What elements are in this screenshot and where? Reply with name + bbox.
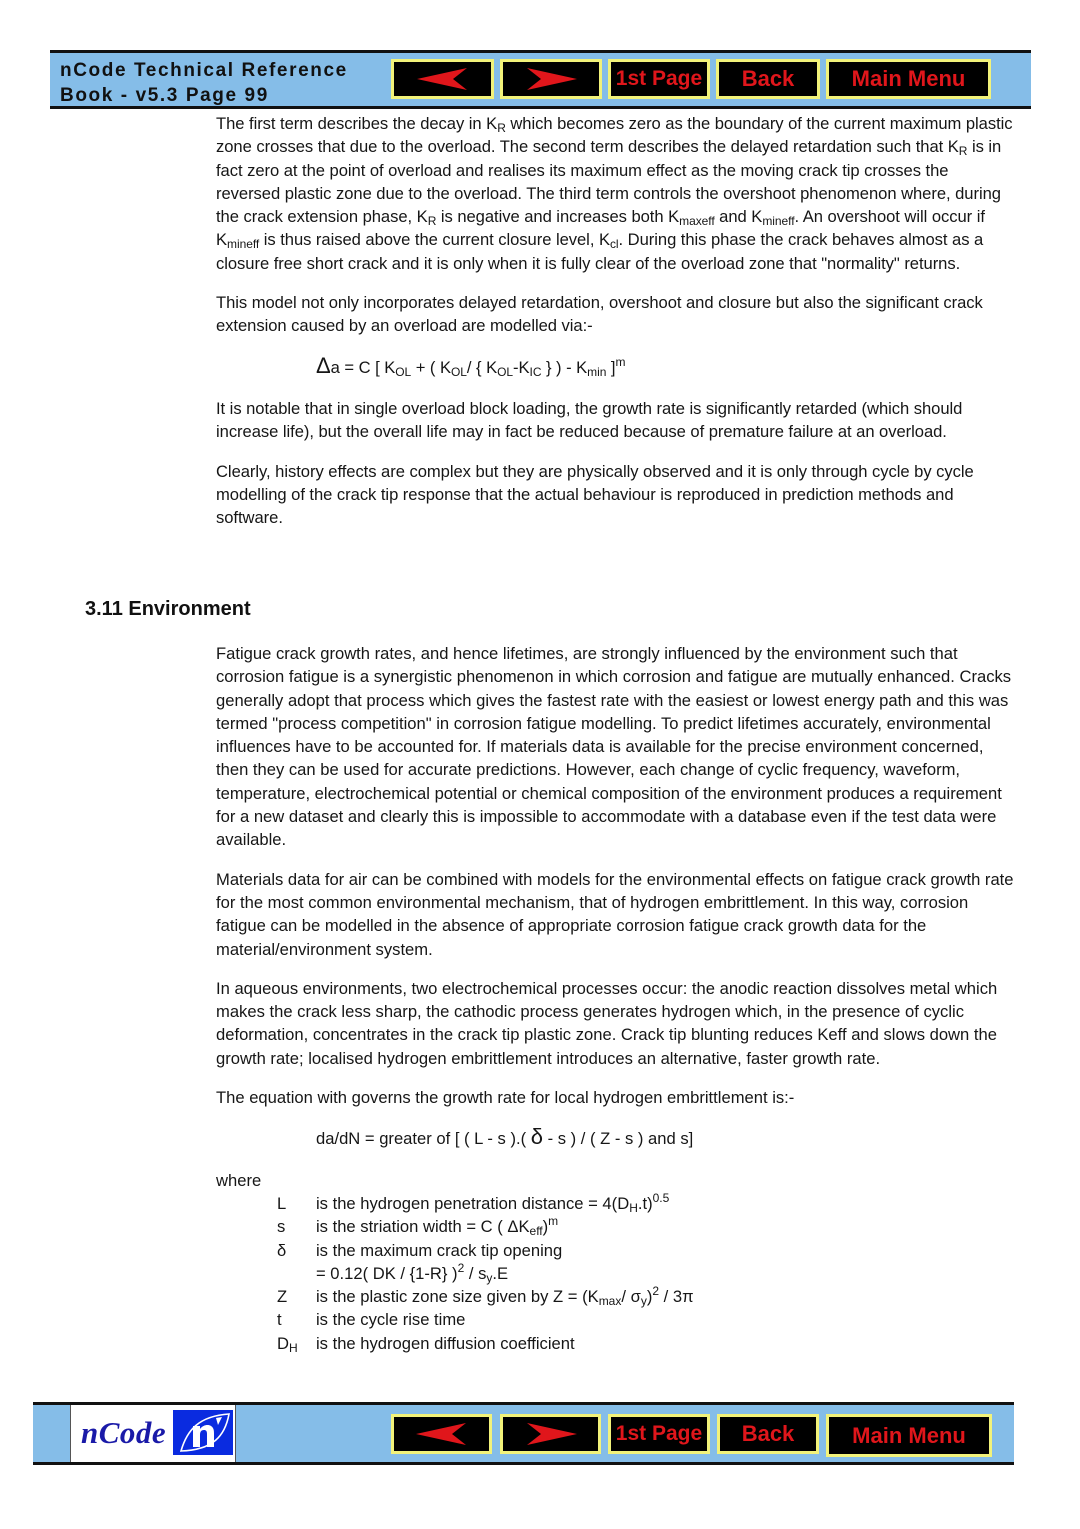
previous-page-button[interactable] — [391, 59, 494, 99]
paragraph-history-effects: Clearly, history effects are complex but they are physically observed and it is only through cycle by cycle modelling of the crack tip response that the actual behaviour is reproduced in prediction methods and software. — [216, 461, 974, 528]
paragraph-environment-intro: Fatigue crack growth rates, and hence lifetimes, are strongly influenced by the environment such that corrosion fatigue is a synergistic phenomenon in which corrosion and fatigue are mutually enhanced. Cracks generally adopt that process which gives the fastest rate with the easiest or lowest energy path and this was termed "process competition" in corrosion fatigue modelling. To predict lifetimes accurately, environmental influences have to be accounted for. If materials data is available for the precise environment concerned, then they can be used for accurate predictions. However, each change of cyclic frequency, waveform, temperature, electrochemical potential or chemical composition of the environment produces a requirement for a new dataset and clearly this is impossible to accommodate with a database even if the test data were available. — [216, 644, 1012, 850]
first-page-button[interactable]: 1st Page — [608, 1414, 710, 1454]
where-label: where — [216, 1170, 262, 1190]
paragraph-aqueous: In aqueous environments, two electrochemical processes occur: the anodic reaction dissolves metal which makes the crack less sharp, the cathodic process generates hydrogen which, in the presence of cyclic deformation, concentrates in the crack tip plastic zone. Crack tip blunting reduces Keff and slows down the growth rate; localised hydrogen embrittlement introduces an alternative, faster growth rate. — [216, 978, 998, 1068]
left-arrow-icon — [416, 1423, 468, 1445]
paragraph-equation-intro: The equation with governs the growth rate for local hydrogen embrittlement is:- — [216, 1088, 795, 1108]
next-page-button[interactable] — [500, 59, 602, 99]
right-arrow-icon — [525, 1423, 577, 1445]
next-page-button[interactable] — [500, 1414, 601, 1454]
main-menu-button[interactable]: Main Menu — [826, 1414, 992, 1457]
page-content-environment — [216, 642, 1016, 1355]
definition-item: $D_H$ is the hydrogen diffusion coefficient — [277, 1333, 575, 1355]
paragraph-single-overload: It is notable that in single overload block loading, the growth rate is significantly retarded (which should increase life), but the overall life may in fact be reduced because of premature failure at an overload. — [216, 398, 963, 442]
definition-item: s is the striation width = C ( $\Delta K_{eff})^m$ — [277, 1214, 559, 1239]
definition-item: = 0.12( DK / {1-R} )$^2 / s_y.E$ — [316, 1260, 509, 1285]
document-title-line2: Book - v5.3 Page 99 — [60, 85, 269, 106]
right-arrow-icon — [525, 68, 577, 90]
back-button[interactable]: Back — [716, 59, 820, 99]
section-heading: 3.11 Environment — [85, 598, 251, 620]
paragraph-model-intro: This model not only incorporates delayed retardation, overshoot and closure but also the significant crack extension caused by an overload are modelled via:- — [216, 293, 983, 336]
paragraph-materials-data: Materials data for air can be combined with models for the environmental effects on fatigue crack growth rate for the most common environmental mechanism, that of hydrogen embrittlement. In this way, corrosion fatigue can be modelled in the absence of appropriate corrosion fatigue crack growth data for the material/environment system. — [216, 869, 1014, 959]
definition-item: Z is the plastic zone size given by $Z = (K_{max}/$ $\sigma_y)^2 / 3\pi$ — [277, 1284, 694, 1309]
logo-text: nCode — [81, 1415, 167, 1450]
definition-item: t is the cycle rise time — [277, 1310, 466, 1330]
header-nav-bar — [50, 50, 1031, 109]
paragraph-overload-terms: The first term describes the decay in $K_R$ which becomes zero as the boundary of the current maximum plastic zone crosses that due to the overload. The second term describes the delayed retardation such that $K_R$ is in fact zero at the point of overload and realises its maximum effect as the moving crack tip crosses the reversed plastic zone due to the overload. The third term controls the overshoot phenomenon where, during the crack extension phase, $K_R$ is negative and increases both $K_{maxeff}$ and $K_{mineff}$. An overshoot will occur if $K_{mineff}$ is thus raised above the current closure level, $K_{cl}$. During this phase the crack behaves almost as a closure free short crack and it is only when it is fully clear of the overload zone that "normality" returns. — [216, 114, 1013, 273]
definition-item: δ is the maximum crack tip opening — [277, 1240, 563, 1260]
document-title — [60, 58, 348, 108]
left-arrow-icon — [417, 68, 469, 90]
first-page-button[interactable]: 1st Page — [608, 59, 710, 99]
footer-nav-bar — [33, 1402, 1014, 1465]
ncode-n-logo-icon — [173, 1410, 233, 1455]
document-title-line1: nCode Technical Reference — [60, 60, 348, 81]
equation-growth-rate: da/dN = greater of [ ( L - s ).( δ - s ) / ( Z - s ) and s] — [316, 1124, 694, 1150]
definition-item: L is the hydrogen penetration distance = $4(D_H.t)^{0.5}$ — [277, 1190, 670, 1215]
equation-crack-extension: Δa = C [ $K_{OL}$ + ( $K_{OL}/$ { $K_{OL}-K_{IC}$ } ) - $K_{min}$ ]$^m$ — [316, 352, 626, 379]
main-menu-button[interactable]: Main Menu — [826, 59, 991, 99]
previous-page-button[interactable] — [391, 1414, 492, 1454]
ncode-logo — [70, 1405, 236, 1462]
variable-definitions — [216, 1192, 1016, 1355]
back-button[interactable]: Back — [717, 1414, 819, 1454]
page-content-top — [216, 112, 1016, 545]
